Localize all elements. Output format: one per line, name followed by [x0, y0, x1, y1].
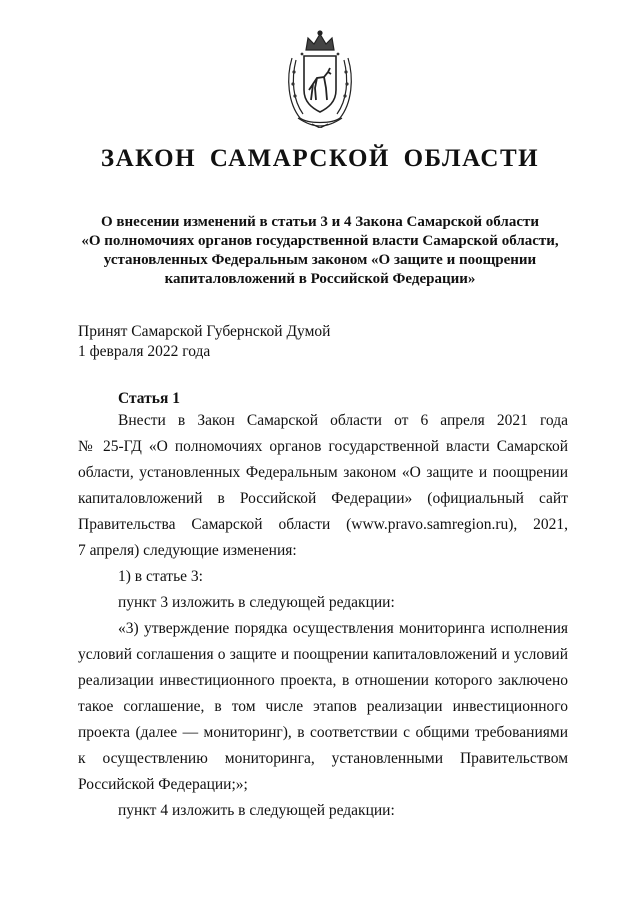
text-line: области, установленных Федеральным законом «О защите и поощрении: [78, 464, 568, 481]
text-line: пункт 4 изложить в следующей редакции:: [118, 802, 395, 819]
text-line: Внести в Закон Самарской области от 6 апреля 2021 года: [118, 412, 568, 429]
subtitle-line: О внесении изменений в статьи 3 и 4 Закона Самарской области: [101, 214, 539, 230]
samara-coat-of-arms-icon: [282, 28, 358, 128]
text-line: Правительства Самарской области (www.pravo.samregion.ru), 2021,: [78, 516, 568, 533]
adoption-date: 1 февраля 2022 года: [78, 343, 211, 360]
text-line: капиталовложений в Российской Федерации» (официальный сайт: [78, 490, 568, 507]
article-body: [78, 408, 568, 824]
text-line: 1) в статье 3:: [118, 568, 203, 585]
text-line: к осуществлению мониторинга, установленными Правительством: [78, 750, 568, 767]
subtitle-line: капиталовложений в Российской Федерации»: [164, 271, 476, 287]
text-line: такое соглашение, в том числе этапов реализации инвестиционного: [78, 698, 568, 715]
law-subtitle: [70, 213, 570, 289]
law-title: ЗАКОН САМАРСКОЙ ОБЛАСТИ: [100, 145, 540, 172]
text-line: условий соглашения о защите и поощрении капиталовложений и условий: [78, 646, 568, 663]
adoption-body: Принят Самарской Губернской Думой: [78, 323, 331, 340]
subtitle-line: установленных Федеральным законом «О защите и поощрении: [103, 252, 537, 268]
text-line: Российской Федерации;»;: [78, 776, 248, 793]
text-line: реализации инвестиционного проекта, в отношении которого заключено: [78, 672, 568, 689]
text-line: проекта (далее — мониторинг), в соответствии с общими требованиями: [78, 724, 568, 741]
text-line: «3) утверждение порядка осуществления мониторинга исполнения: [118, 620, 568, 637]
text-line: № 25-ГД «О полномочиях органов государственной власти Самарской: [78, 438, 568, 455]
text-line: пункт 3 изложить в следующей редакции:: [118, 594, 395, 611]
article-heading: Статья 1: [118, 390, 180, 407]
text-line: 7 апреля) следующие изменения:: [78, 542, 297, 559]
subtitle-line: «О полномочиях органов государственной власти Самарской области,: [81, 233, 559, 249]
adoption-info: [78, 322, 330, 362]
